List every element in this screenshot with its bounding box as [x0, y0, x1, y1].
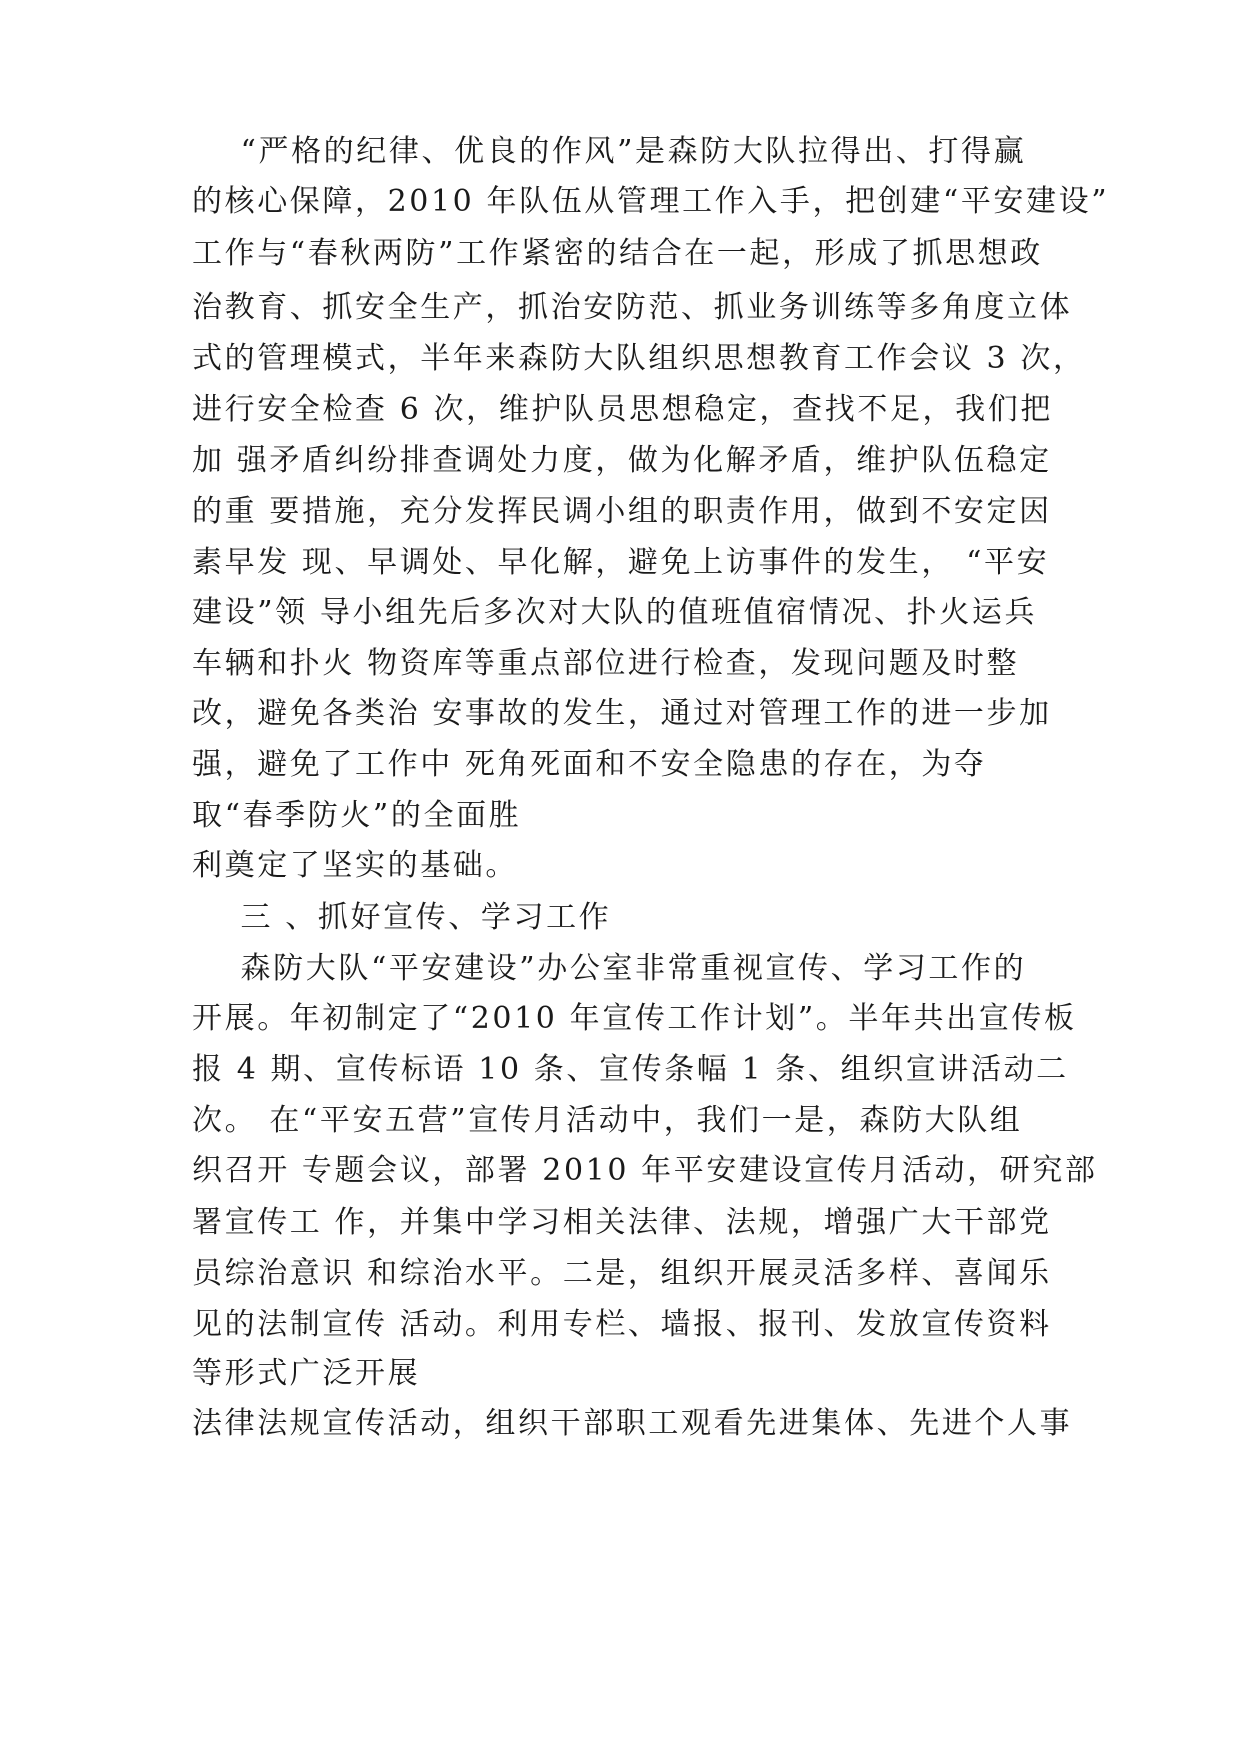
text-line: 的重 要措施，充分发挥民调小组的职责作用，做到不安定因 [192, 494, 1052, 529]
text-line: 加 强矛盾纠纷排查调处力度，做为化解矛盾，维护队伍稳定 [192, 443, 1052, 478]
text-line: 利奠定了坚实的基础。 [192, 848, 518, 883]
text-line: 进行安全检查 6 次，维护队员思想稳定，查找不足，我们把 [192, 392, 1053, 427]
text-line: 开展。年初制定了“2010 年宣传工作计划”。半年共出宣传板 [192, 1001, 1077, 1036]
text-line: 织召开 专题会议，部署 2010 年平安建设宣传月活动，研究部 [192, 1153, 1098, 1188]
text-line: 次。 在“平安五营”宣传月活动中，我们一是，森防大队组 [192, 1103, 1023, 1138]
text-line: 式的管理模式，半年来森防大队组织思想教育工作会议 3 次， [192, 341, 1086, 376]
text-line: 的核心保障，2010 年队伍从管理工作入手，把创建“平安建设” [192, 184, 1110, 219]
text-line: 等形式广泛开展 [192, 1356, 421, 1391]
text-line: 车辆和扑火 物资库等重点部位进行检查，发现问题及时整 [192, 646, 1020, 681]
text-line: 工作与“春秋两防”工作紧密的结合在一起，形成了抓思想政 [192, 236, 1043, 271]
text-line: 见的法制宣传 活动。利用专栏、墙报、报刊、发放宣传资料 [192, 1307, 1052, 1342]
text-line: “严格的纪律、优良的作风”是森防大队拉得出、打得赢 [192, 134, 1027, 169]
text-line: 取“春季防火”的全面胜 [192, 798, 522, 833]
section-heading: 三 、抓好宣传、学习工作 [192, 900, 612, 935]
text-line: 建设”领 导小组先后多次对大队的值班值宿情况、扑火运兵 [192, 595, 1038, 630]
text-line: 法律法规宣传活动，组织干部职工观看先进集体、先进个人事 [192, 1406, 1073, 1441]
text-line: 改，避免各类治 安事故的发生，通过对管理工作的进一步加 [192, 696, 1052, 731]
text-line: 森防大队“平安建设”办公室非常重视宣传、学习工作的 [192, 951, 1027, 986]
text-line: 治教育、抓安全生产，抓治安防范、抓业务训练等多角度立体 [192, 290, 1073, 325]
text-line: 强，避免了工作中 死角死面和不安全隐患的存在，为夺 [192, 747, 987, 782]
text-line: 素早发 现、早调处、早化解，避免上访事件的发生， “平安 [192, 545, 1050, 580]
text-line: 署宣传工 作，并集中学习相关法律、法规，增强广大干部党 [192, 1205, 1052, 1240]
text-line: 员综治意识 和综治水平。二是，组织开展灵活多样、喜闻乐 [192, 1256, 1052, 1291]
text-line: 报 4 期、宣传标语 10 条、宣传条幅 1 条、组织宣讲活动二 [192, 1052, 1069, 1087]
